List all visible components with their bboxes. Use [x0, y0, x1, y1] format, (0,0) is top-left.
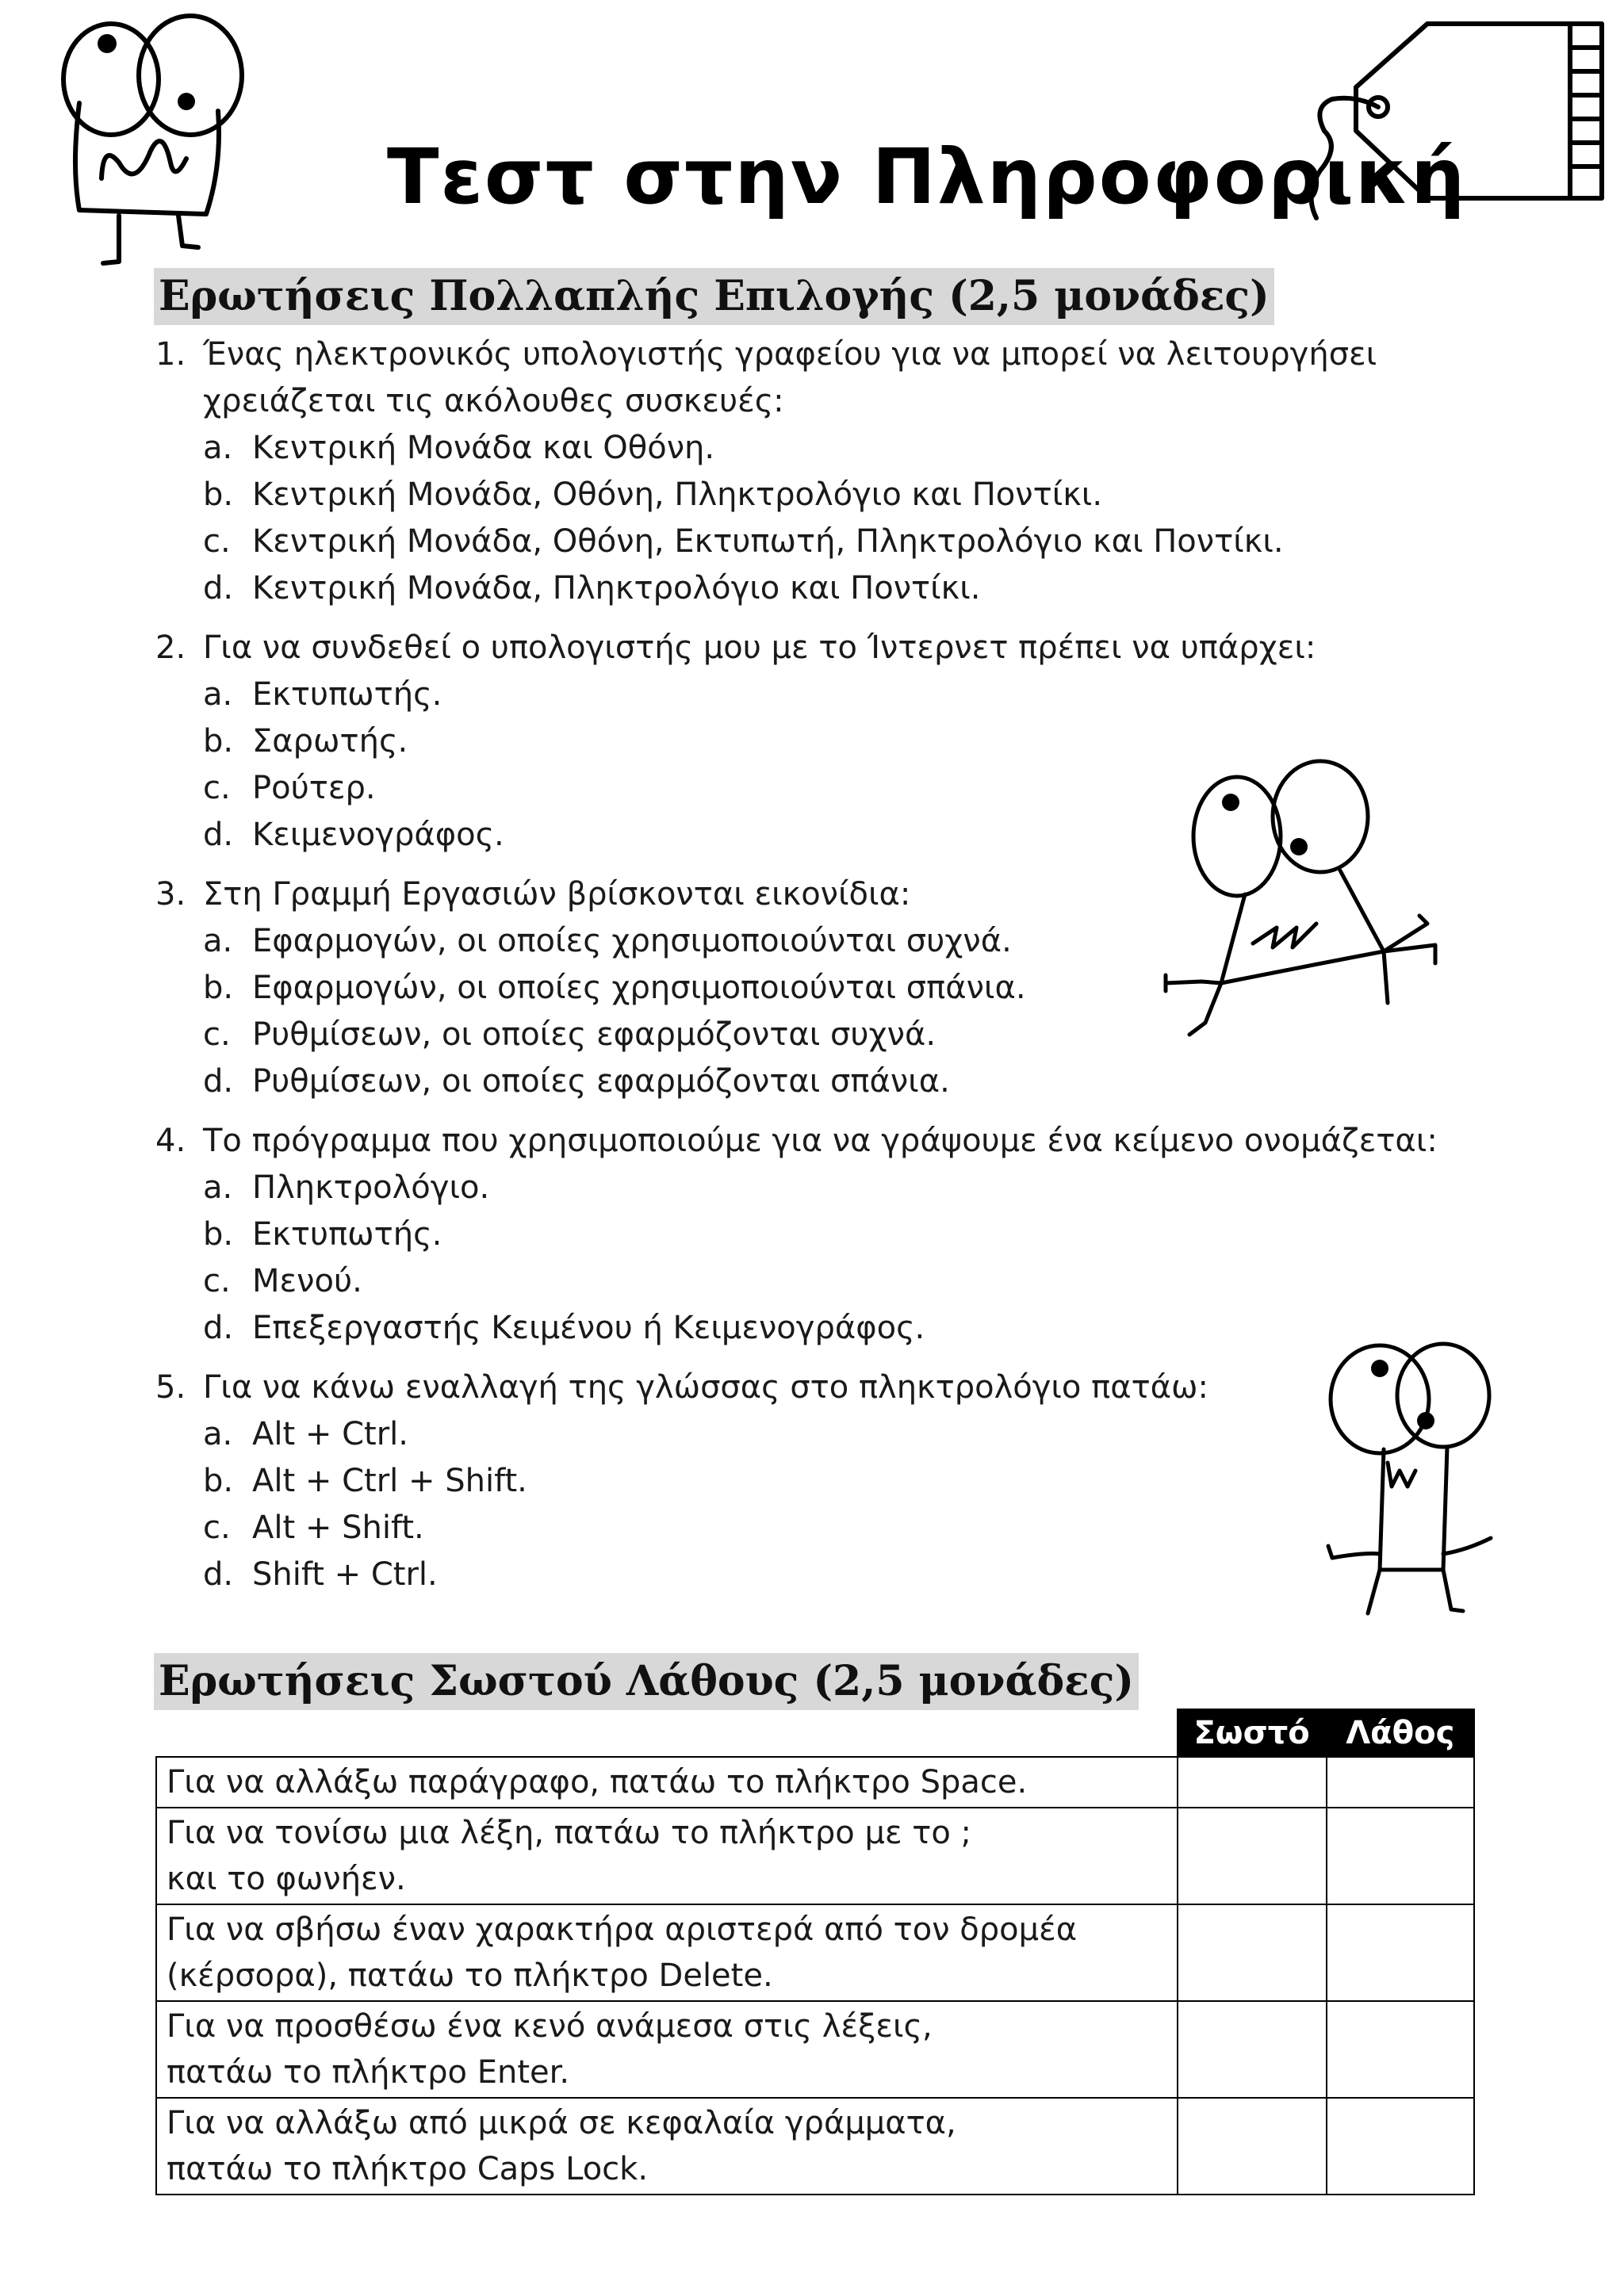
question-number: 4. — [155, 1123, 186, 1159]
question-number: 1. — [155, 336, 186, 373]
option-letter: a. — [203, 1169, 233, 1206]
option-letter: a. — [203, 923, 233, 959]
table-header-row — [156, 1709, 1474, 1757]
option-text: Κεντρική Μονάδα, Οθόνη, Εκτυπωτή, Πληκτρολόγιο και Ποντίκι. — [252, 523, 1284, 560]
true-false-heading: Ερωτήσεις Σωστού Λάθους (2,5 μονάδες) — [154, 1653, 1139, 1710]
name-tag-doodle — [1237, 12, 1610, 242]
true-answer-cell[interactable] — [1178, 1904, 1327, 2001]
option-text: Alt + Shift. — [252, 1510, 424, 1546]
monster-doodle-bottom — [1316, 1340, 1522, 1625]
table-row — [156, 1757, 1474, 1808]
answer-option[interactable] — [155, 1411, 1488, 1458]
option-text: Εφαρμογών, οι οποίες χρησιμοποιούνται συχνά. — [252, 923, 1012, 959]
question-number: 5. — [155, 1369, 186, 1406]
option-letter: c. — [203, 1510, 231, 1546]
option-text: Μενού. — [252, 1263, 362, 1299]
option-text: Σαρωτής. — [252, 723, 408, 760]
question-1 — [155, 331, 1488, 612]
answer-option[interactable] — [155, 472, 1488, 519]
multiple-choice-heading: Ερωτήσεις Πολλαπλής Επιλογής (2,5 μονάδες) — [154, 268, 1274, 325]
option-text: Alt + Ctrl. — [252, 1416, 408, 1452]
false-answer-cell[interactable] — [1327, 1757, 1474, 1808]
answer-option[interactable] — [155, 1211, 1488, 1258]
true-answer-cell[interactable] — [1178, 1808, 1327, 1904]
false-answer-cell[interactable] — [1327, 2001, 1474, 2098]
true-answer-cell[interactable] — [1178, 2001, 1327, 2098]
option-text: Κεντρική Μονάδα, Πληκτρολόγιο και Ποντίκι. — [252, 570, 981, 607]
option-letter: b. — [203, 1216, 234, 1253]
answer-option[interactable] — [155, 1165, 1488, 1211]
option-letter: c. — [203, 1263, 231, 1299]
false-answer-cell[interactable] — [1327, 2098, 1474, 2195]
answer-option[interactable] — [155, 519, 1488, 565]
question-text: Για να κάνω εναλλαγή της γλώσσας στο πληκτρολόγιο πατάω: — [203, 1369, 1208, 1406]
question-5 — [155, 1364, 1488, 1598]
option-letter: d. — [203, 1310, 234, 1346]
true-answer-cell[interactable] — [1178, 1757, 1327, 1808]
table-row — [156, 1808, 1474, 1904]
option-letter: c. — [203, 1016, 231, 1053]
header-spacer — [156, 1709, 1178, 1757]
option-text: Κεντρική Μονάδα και Οθόνη. — [252, 430, 715, 466]
option-letter: a. — [203, 1416, 233, 1452]
answer-option[interactable] — [155, 1058, 1488, 1105]
answer-option[interactable] — [155, 1305, 1488, 1352]
option-text: Κεντρική Μονάδα, Οθόνη, Πληκτρολόγιο και Ποντίκι. — [252, 476, 1103, 513]
true-false-table — [155, 1709, 1475, 2195]
statement-text: Για να σβήσω έναν χαρακτήρα αριστερά από τον δρομέα (κέρσορα), πατάω το πλήκτρο Delete. — [156, 1904, 1178, 2001]
option-text: Εκτυπωτής. — [252, 1216, 442, 1253]
page-title: Τεστ στην Πληροφορική — [387, 132, 1467, 221]
answer-option[interactable] — [155, 1258, 1488, 1305]
option-text: Πληκτρολόγιο. — [252, 1169, 490, 1206]
question-number: 3. — [155, 876, 186, 913]
answer-option[interactable] — [155, 672, 1488, 718]
option-letter: d. — [203, 1556, 234, 1593]
statement-text: Για να αλλάξω από μικρά σε κεφαλαία γράμματα, πατάω το πλήκτρο Caps Lock. — [156, 2098, 1178, 2195]
option-text: Ρυθμίσεων, οι οποίες εφαρμόζονται συχνά. — [252, 1016, 936, 1053]
question-text: Ένας ηλεκτρονικός υπολογιστής γραφείου για να μπορεί να λειτουργήσει χρειάζεται τις ακόλουθες συσκευές: — [203, 336, 1377, 419]
option-text: Shift + Ctrl. — [252, 1556, 438, 1593]
option-text: Alt + Ctrl + Shift. — [252, 1463, 527, 1499]
option-letter: d. — [203, 817, 234, 853]
option-text: Κειμενογράφος. — [252, 817, 504, 853]
question-text: Στη Γραμμή Εργασιών βρίσκονται εικονίδια: — [203, 876, 911, 913]
option-text: Ρυθμίσεων, οι οποίες εφαρμόζονται σπάνια. — [252, 1063, 950, 1100]
true-answer-cell[interactable] — [1178, 2098, 1327, 2195]
option-letter: c. — [203, 523, 231, 560]
answer-option[interactable] — [155, 425, 1488, 472]
option-letter: b. — [203, 476, 234, 513]
statement-text: Για να προσθέσω ένα κενό ανάμεσα στις λέξεις, πατάω το πλήκτρο Enter. — [156, 2001, 1178, 2098]
question-text: Για να συνδεθεί ο υπολογιστής μου με το Ίντερνετ πρέπει να υπάρχει: — [203, 629, 1316, 666]
option-letter: b. — [203, 1463, 234, 1499]
column-header-false: Λάθος — [1327, 1709, 1474, 1757]
option-letter: d. — [203, 570, 234, 607]
table-row — [156, 1904, 1474, 2001]
answer-option[interactable] — [155, 1505, 1488, 1552]
question-number: 2. — [155, 629, 186, 666]
table-row — [156, 2001, 1474, 2098]
option-text: Επεξεργαστής Κειμένου ή Κειμενογράφος. — [252, 1310, 925, 1346]
answer-option[interactable] — [155, 565, 1488, 612]
answer-option[interactable] — [155, 1552, 1488, 1598]
question-4 — [155, 1118, 1488, 1352]
option-text: Εφαρμογών, οι οποίες χρησιμοποιούνται σπάνια. — [252, 970, 1026, 1006]
false-answer-cell[interactable] — [1327, 1808, 1474, 1904]
option-letter: a. — [203, 430, 233, 466]
column-header-true: Σωστό — [1178, 1709, 1327, 1757]
option-text: Εκτυπωτής. — [252, 676, 442, 713]
option-letter: d. — [203, 1063, 234, 1100]
option-letter: c. — [203, 770, 231, 806]
statement-text: Για να αλλάξω παράγραφο, πατάω το πλήκτρο Space. — [156, 1757, 1178, 1808]
answer-option[interactable] — [155, 1458, 1488, 1505]
option-text: Ρούτερ. — [252, 770, 376, 806]
option-letter: b. — [203, 723, 234, 760]
option-letter: b. — [203, 970, 234, 1006]
statement-text: Για να τονίσω μια λέξη, πατάω το πλήκτρο με το ; και το φωνήεν. — [156, 1808, 1178, 1904]
monster-doodle-top-left — [40, 8, 262, 277]
question-text: Το πρόγραμμα που χρησιμοποιούμε για να γράψουμε ένα κείμενο ονομάζεται: — [203, 1123, 1438, 1159]
monster-doodle-middle — [1158, 745, 1459, 1054]
false-answer-cell[interactable] — [1327, 1904, 1474, 2001]
option-letter: a. — [203, 676, 233, 713]
table-row — [156, 2098, 1474, 2195]
